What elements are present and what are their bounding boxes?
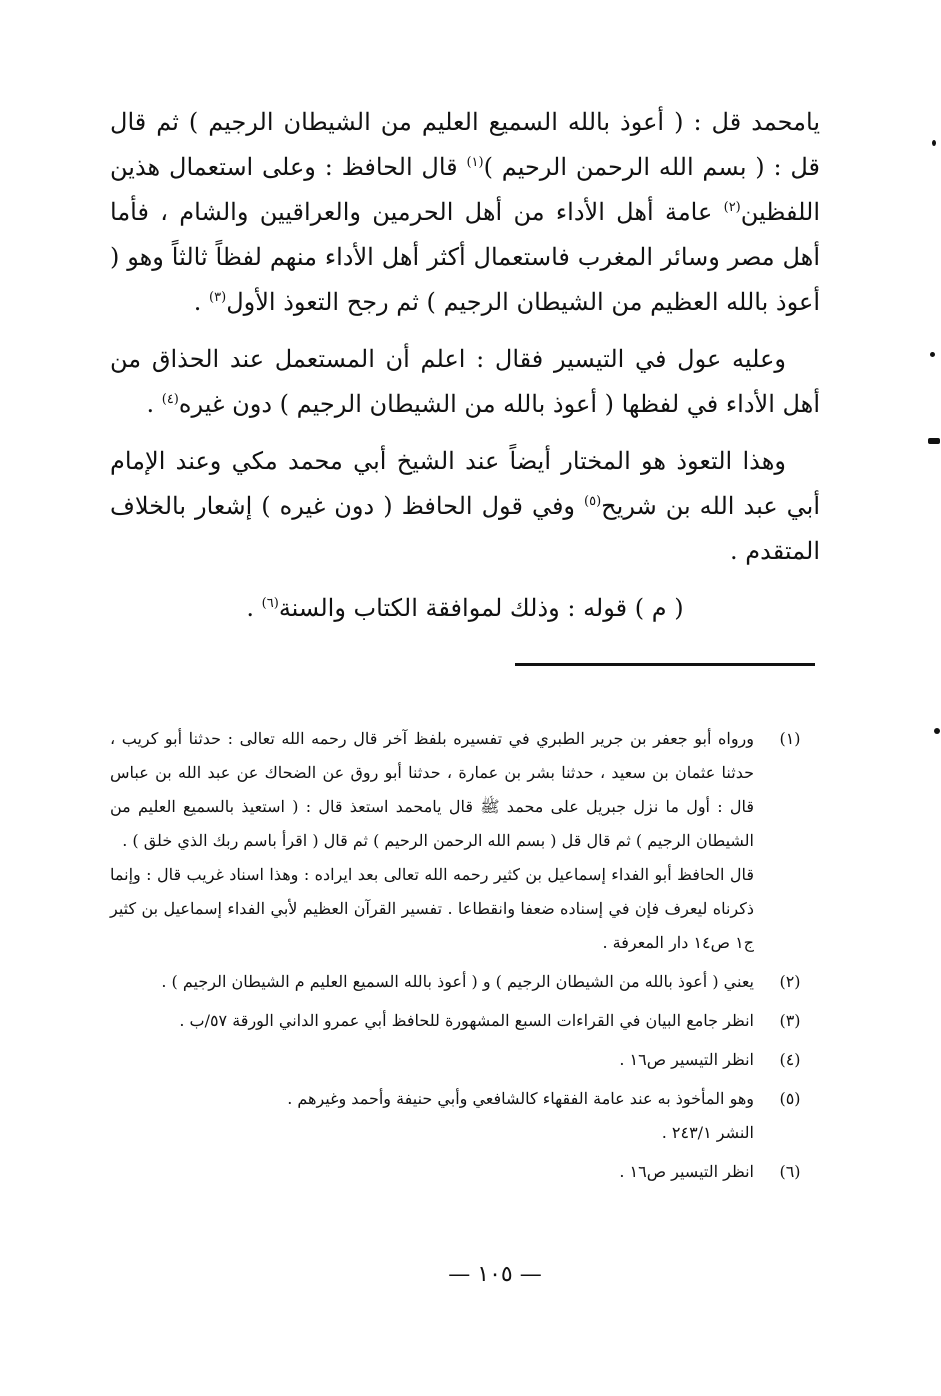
footnote-4-line-1: انظر التيسير ص١٦ .	[619, 1050, 754, 1069]
footnote-ref-5: (٥)	[584, 494, 602, 509]
footnotes	[110, 722, 810, 1194]
scan-speck	[932, 140, 936, 146]
paragraph-3	[110, 439, 820, 574]
footnote-ref-2: (٢)	[723, 200, 741, 215]
paragraph-3-text-a: وهذا التعوذ هو المختار أيضاً عند الشيخ أبي محمد مكي وعند الإمام أبي عبد الله بن شريح	[110, 447, 820, 520]
scan-speck	[928, 438, 940, 444]
paragraph-2-text-b: .	[146, 390, 162, 418]
paragraph-3-text-b: وفي قول الحافظ ( دون غيره ) إشعار بالخلاف المتقدم .	[110, 492, 820, 565]
footnote-number-3: (٣)	[779, 1011, 801, 1030]
footnote-separator	[515, 663, 815, 666]
footnote-ref-6: (٦)	[261, 596, 279, 611]
main-text	[110, 100, 820, 643]
footnote-number-2: (٢)	[779, 972, 801, 991]
footnote-number-6: (٦)	[779, 1162, 801, 1181]
paragraph-1-text-c: عامة أهل الأداء من أهل الحرمين والعراقيين والشام ، فأما أهل مصر وسائر المغرب فاستعمال أكثر أهل الأداء منهم لفظاً ثالثاً وهو ( أعوذ بالله العظيم من الشيطان الرجيم ) ثم رجح التعوذ الأول	[110, 198, 820, 316]
footnote-ref-1: (١)	[466, 155, 484, 170]
scan-speck	[930, 352, 935, 357]
paragraph-4-text-b: .	[246, 594, 262, 622]
footnote-ref-4: (٤)	[161, 392, 179, 407]
paragraph-1	[110, 100, 820, 325]
footnote-5	[110, 1082, 810, 1150]
paragraph-4-text-a: ( م ) قوله : وذلك لموافقة الكتاب والسنة	[278, 594, 684, 622]
footnote-5-line-2: النشر ٢٤٣/١ .	[661, 1123, 754, 1142]
footnote-3-line-1: انظر جامع البيان في القراءات السبع المشهورة للحافظ أبي عمرو الداني الورقة ٥٧/ب .	[179, 1011, 754, 1030]
footnote-1	[110, 722, 810, 960]
footnote-2	[110, 965, 810, 999]
footnote-6-line-1: انظر التيسير ص١٦ .	[619, 1162, 754, 1181]
footnote-number-1: (١)	[779, 729, 801, 748]
footnote-1-line-2: قال الحافظ أبو الفداء إسماعيل بن كثير رحمه الله تعالى بعد ايراده : وهذا اسناد غريب قال : وإنما ذكرناه ليعرف فإن في إسناده ضعفا وانقطاعا . تفسير القرآن العظيم لأبي الفداء إسماعيل بن كثير ج١ ص١٤ دار المعرفة .	[110, 865, 754, 952]
paragraph-1-text-b: قال الحافظ : وعلى استعمال هذين اللفظين	[110, 153, 821, 226]
paragraph-4	[110, 586, 820, 631]
footnote-ref-3: (٣)	[209, 290, 227, 305]
footnote-2-line-1: يعني ( أعوذ بالله من الشيطان الرجيم ) و ( أعوذ بالله السميع العليم م الشيطان الرجيم ) .	[161, 972, 754, 991]
footnote-6	[110, 1155, 810, 1189]
footnote-number-5: (٥)	[779, 1089, 801, 1108]
scan-speck	[934, 728, 940, 734]
paragraph-2	[110, 337, 820, 427]
footnote-3	[110, 1004, 810, 1038]
page-number: — ١٠٥ —	[448, 1262, 542, 1287]
footnote-1-line-1: ورواه أبو جعفر بن جرير الطبري في تفسيره بلفظ آخر قال رحمه الله تعالى : حدثنا أبو كريب ، حدثنا عثمان بن سعيد ، حدثنا بشر بن عمارة ، حدثنا أبو روق عن الضحاك عن عبد الله بن عباس قال : أول ما نزل جبريل على محمد ﷺ قال يامحمد استعذ قال : ( استعيذ بالسميع العليم من الشيطان الرجيم ) ثم قال قل ( بسم الله الرحمن الرحيم ) ثم قال ( اقرأ باسم ربك الذي خلق ) .	[110, 729, 755, 850]
footnote-5-line-1: وهو المأخوذ به عند عامة الفقهاء كالشافعي وأبي حنيفة وأحمد وغيرهم .	[287, 1089, 754, 1108]
footnote-number-4: (٤)	[779, 1050, 801, 1069]
footnote-4	[110, 1043, 810, 1077]
paragraph-2-text-a: وعليه عول في التيسير فقال : اعلم أن المستعمل عند الحذاق من أهل الأداء في لفظها ( أعوذ بالله من الشيطان الرجيم ) دون غيره	[110, 345, 820, 418]
paragraph-1-text-d: .	[193, 288, 210, 316]
paragraph-1-text-a: يامحمد قل : ( أعوذ بالله السميع العليم من الشيطان الرجيم ) ثم قال قل : ( بسم الله الرحمن الرحيم )	[110, 108, 821, 181]
